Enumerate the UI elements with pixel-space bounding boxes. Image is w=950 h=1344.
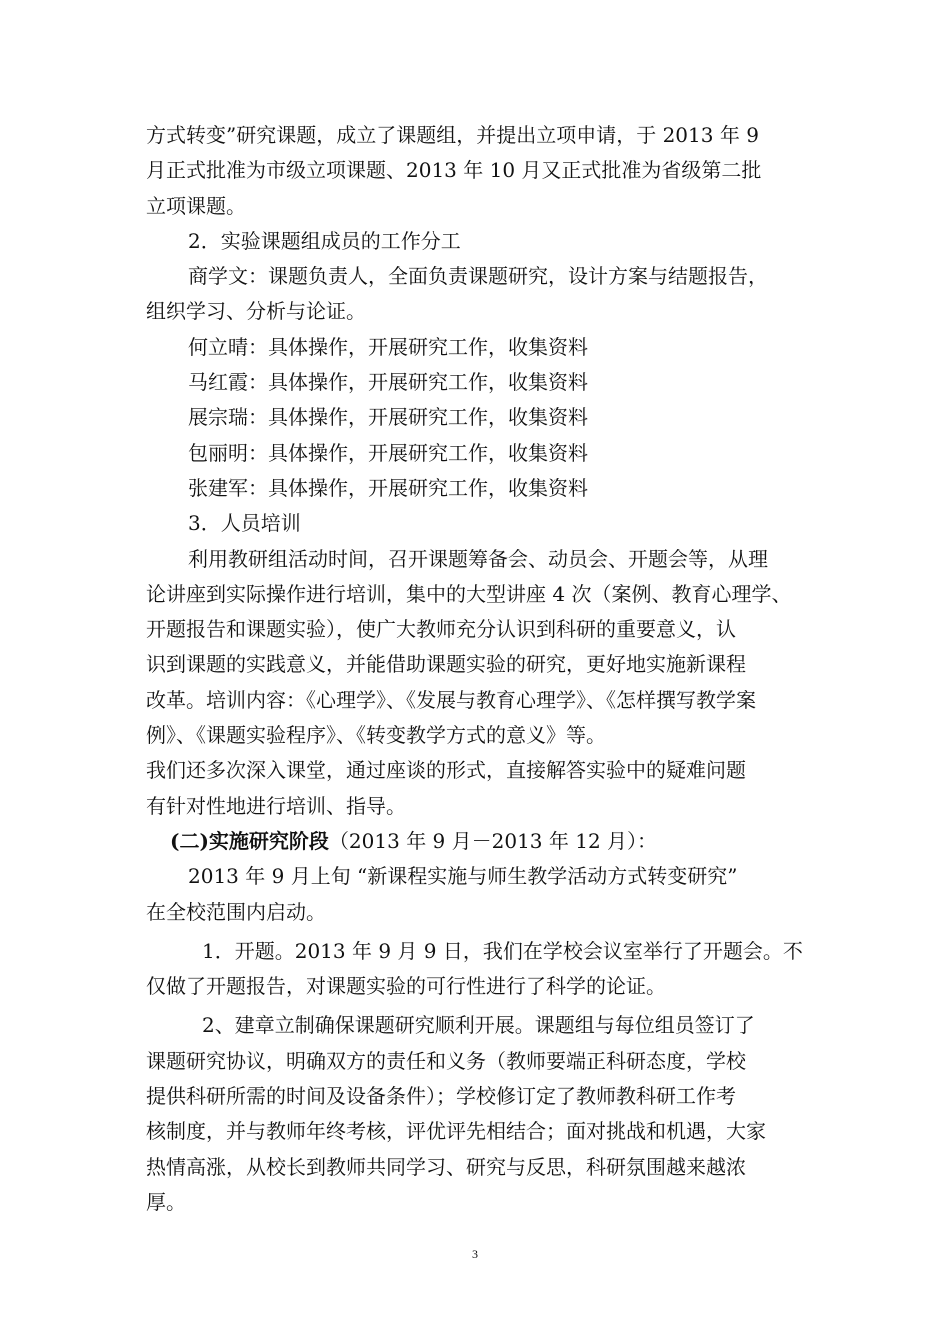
page-content xyxy=(146,118,826,1220)
paragraph-line: 商学文：课题负责人，全面负责课题研究，设计方案与结题报告， xyxy=(188,264,768,289)
member-role-line: 张建军：具体操作，开展研究工作，收集资料 xyxy=(188,475,588,500)
paragraph-line: 识到课题的实践意义，并能借助课题实验的研究，更好地实施新课程 xyxy=(146,652,746,677)
paragraph-line: 月正式批准为市级立项课题、2013 年 10 月又正式批准为省级第二批 xyxy=(146,158,762,183)
paragraph-line: 2013 年 9 月上旬 “新课程实施与师生教学活动方式转变研究” xyxy=(188,864,738,889)
paragraph-line: 有针对性地进行培训、指导。 xyxy=(146,793,406,818)
section-heading-line xyxy=(146,824,826,859)
paragraph-line: 例》、《课题实验程序》、《转变教学方式的意义》等。 xyxy=(146,723,606,748)
section-heading-dates: （2013 年 9 月－2013 年 12 月）： xyxy=(328,828,658,853)
paragraph-line: 仅做了开题报告，对课题实验的可行性进行了科学的论证。 xyxy=(146,974,666,999)
paragraph-line: 在全校范围内启动。 xyxy=(146,899,326,924)
page-number: 3 xyxy=(472,1247,478,1261)
paragraph-line: 我们还多次深入课堂，通过座谈的形式，直接解答实验中的疑难问题 xyxy=(146,758,746,783)
subsection-heading: 3．人员培训 xyxy=(188,511,301,536)
paragraph-line: 1．开题。2013 年 9 月 9 日，我们在学校会议室举行了开题会。不 xyxy=(202,938,803,963)
paragraph-line: 开题报告和课题实验），使广大教师充分认识到科研的重要意义，认 xyxy=(146,617,736,642)
member-role-line: 展宗瑞：具体操作，开展研究工作，收集资料 xyxy=(188,405,588,430)
paragraph-line: 组织学习、分析与论证。 xyxy=(146,299,366,324)
paragraph-line: 热情高涨，从校长到教师共同学习、研究与反思，科研氛围越来越浓 xyxy=(146,1154,746,1179)
paragraph-line: 提供科研所需的时间及设备条件）；学校修订定了教师教科研工作考 xyxy=(146,1084,736,1109)
paragraph-line: 厚。 xyxy=(146,1189,186,1214)
paragraph-line: 改革。培训内容：《心理学》、《发展与教育心理学》、《怎样撰写教学案 xyxy=(146,687,756,712)
member-role-line: 包丽明：具体操作，开展研究工作，收集资料 xyxy=(188,440,588,465)
member-role-line: 何立晴：具体操作，开展研究工作，收集资料 xyxy=(188,334,588,359)
section-heading: (二)实施研究阶段 xyxy=(170,828,329,853)
paragraph-line: 2、建章立制确保课题研究顺利开展。课题组与每位组员签订了 xyxy=(202,1013,755,1038)
member-role-line: 马红霞：具体操作，开展研究工作，收集资料 xyxy=(188,370,588,395)
paragraph-line: 立项课题。 xyxy=(146,193,246,218)
paragraph-line: 方式转变”研究课题，成立了课题组，并提出立项申请，于 2013 年 9 xyxy=(146,123,759,147)
paragraph-line: 利用教研组活动时间，召开课题筹备会、动员会、开题会等，从理 xyxy=(188,546,768,571)
subsection-heading: 2．实验课题组成员的工作分工 xyxy=(188,228,461,253)
paragraph-line: 论讲座到实际操作进行培训，集中的大型讲座 4 次（案例、教育心理学、 xyxy=(146,581,792,606)
paragraph-line: 核制度，并与教师年终考核，评优评先相结合；面对挑战和机遇，大家 xyxy=(146,1119,766,1144)
paragraph-line: 课题研究协议，明确双方的责任和义务（教师要端正科研态度，学校 xyxy=(146,1048,746,1073)
